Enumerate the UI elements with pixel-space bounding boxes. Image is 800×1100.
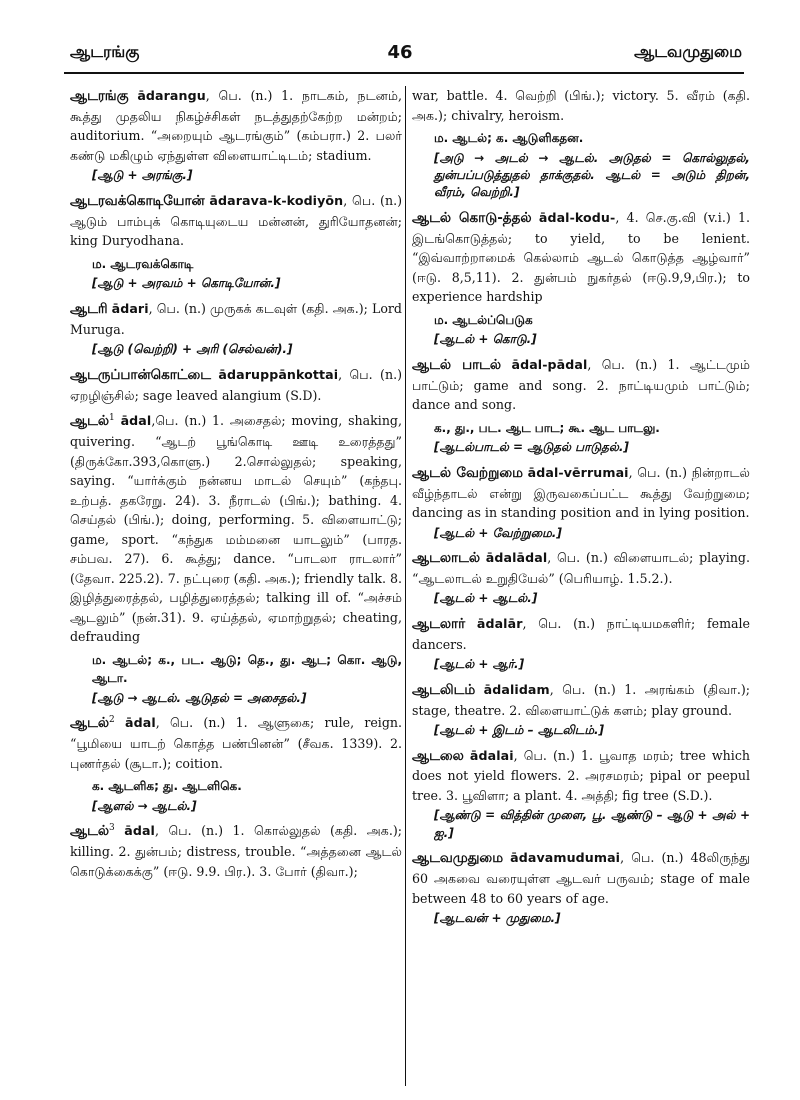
entry-definition: , 4. செ.கு.வி (v.i.) 1. இடங்கொடுத்தல்; to yield, to be lenient. “இவ்வாற்றாமைக் கெல்லாம் ஆடல் கொடுத்த ஆழ்வார்” (ஈடு. 8,5,11). 2. துன்பம் நுகர்தல் (ஈடு.9,9,பிர.); to experience hardship xyxy=(412,209,750,305)
dictionary-entry xyxy=(412,463,750,542)
entry-transliteration: ādal-vērrumai xyxy=(527,464,629,480)
entry-definition: , பெ. (n.) 1. பூவாத மரம்; tree which does not yield flowers. 2. அரசமரம்; pipal or peepul tree. 3. பூவிளா; a plant. 4. அத்தி; fig tree (S.D.). xyxy=(412,747,750,803)
entry-body xyxy=(412,355,750,415)
entry-definition: , பெ. (n.) ஆடும் பாம்புக் கொடியுடைய மன்னன், துரியோதனன்; king Duryodhana. xyxy=(70,192,402,249)
entry-transliteration: ādal-kodu- xyxy=(538,209,616,225)
dictionary-entry xyxy=(412,208,750,349)
entry-definition: , பெ. (n.) ஏறழிஞ்சில்; sage leaved alangium (S.D). xyxy=(70,366,402,403)
entry-etymology: [ஆடு + அரவம் + கொடியோன்.] xyxy=(92,276,281,291)
entry-etymology: [ஆடு + அரங்கு.] xyxy=(92,168,193,183)
entry-transliteration: ādalai xyxy=(469,747,514,763)
entry-headword: ஆடலை xyxy=(412,747,464,764)
entry-transliteration: ādaruppānkottai xyxy=(218,366,339,382)
dictionary-entry xyxy=(70,821,402,881)
entry-body xyxy=(70,191,402,251)
dictionary-entry xyxy=(70,411,402,707)
entry-body xyxy=(70,411,402,647)
entry-cognates: ம. ஆடல்ப்பெடுக xyxy=(434,312,533,327)
entry-etymology: [ஆடு (வெற்றி) + அரி (செல்வன்).] xyxy=(92,342,293,357)
entry-etymology: [ஆடல் + கொடு.] xyxy=(434,332,537,347)
entry-transliteration: ādal xyxy=(124,823,155,839)
entry-headword: ஆடவமுதுமை xyxy=(412,850,504,867)
entry-etymology: [ஆடல் + இடம் – ஆடலிடம்.] xyxy=(434,723,605,738)
header-rule xyxy=(64,72,744,74)
entry-etymology: [ஆடு → ஆடல். ஆடுதல் = அசைதல்.] xyxy=(92,690,307,705)
entry-cognates: ம. ஆடரவக்கொடி xyxy=(92,256,194,271)
entry-definition: ,பெ. (n.) 1. அசைதல்; moving, shaking, quivering. “ஆடற் பூங்கொடி ஊடி உரைத்தது” (திருக்கோ.393,கொளு.) 2.சொல்லுதல்; speaking, saying. “யார்க்கும் நன்னய மாடல் செயும்” (கந்தபு. உற்பத். தகரேறு. 24). 3. நீராடல் (பிங்.); bathing. 4. செய்தல் (பிங்.); doing, performing. 5. விளையாட்டு; game, sport. “கந்துக மம்மனை யாடலும்” (பாரத. சம்பவ. 27). 6. கூத்து; dance. “பாடலா ராடலார்” (தேவா. 225.2). 7. நட்புரை (கதி. அக.); friendly talk. 8. இழித்துரைத்தல், பழித்துரைத்தல்; talking ill of. “அச்சம் ஆடலும்” (நன்.31). 9. ஏய்த்தல், ஏமாற்றுதல்; cheating, defrauding xyxy=(70,413,402,645)
entry-etymology: [ஆடல்பாடல் = ஆடுதல் பாடுதல்.] xyxy=(434,440,629,455)
entry-headword: ஆடலார் xyxy=(412,615,466,632)
entry-body xyxy=(412,614,750,654)
entry-definition: , பெ. (n.) 1. கொல்லுதல் (கதி. அக.); killing. 2. துன்பம்; distress, trouble. “அத்தனை ஆடல் கொடுக்கைக்கு” (ஈடு. 9.9. பிர.). 3. போர் (திவா.); xyxy=(70,823,402,879)
entry-body xyxy=(70,86,402,165)
entry-definition: , பெ. (n.) விளையாடல்; playing. “ஆடலாடல் உறுதியேல்” (பெரியாழ். 1.5.2.). xyxy=(412,550,750,586)
entry-etymology: [ஆளல் → ஆடல்.] xyxy=(92,798,197,813)
entry-transliteration: ādalār xyxy=(476,615,523,631)
entry-headword: ஆடரங்கு xyxy=(70,88,129,104)
entry-headword: ஆடல் பாடல் xyxy=(412,356,502,373)
dictionary-entry xyxy=(412,86,750,202)
entry-cognates: ம. ஆடல்; க. ஆடுளிகதன. xyxy=(434,131,584,146)
entry-definition: war, battle. 4. வெற்றி (பிங்.); victory. 5. வீரம் (கதி. அக.); chivalry, heroism. xyxy=(412,88,750,123)
entry-definition: , பெ. (n.) 1. அரங்கம் (திவா.); stage, theatre. 2. விளையாட்டுக் களம்; play ground. xyxy=(412,681,750,718)
entry-definition: , பெ. (n.) நாட்டியமகளிர்; female dancers. xyxy=(412,615,750,652)
entry-definition: , பெ. (n.) 1. நாடகம், நடனம், கூத்து முதலிய நிகழ்ச்சிகள் நடத்துதற்கேற்ற மன்றம்; auditorium. “அறையும் ஆடரங்கும்” (கம்பரா.) 2. பலர் கண்டு மகிழும் ஏந்துள்ள விளையாட்டிடம்; stadium. xyxy=(70,88,402,163)
entry-body xyxy=(70,365,402,405)
entry-transliteration: ādalādal xyxy=(485,550,548,566)
page-number: 46 xyxy=(387,42,413,63)
dictionary-entry xyxy=(70,299,402,359)
entry-definition: , பெ. (n.) முருகக் கடவுள் (கதி. அக.); Lord Muruga. xyxy=(70,300,402,337)
entry-body xyxy=(412,208,750,307)
dictionary-entry xyxy=(412,848,750,927)
entry-headword: ஆடரவக்கொடியோன் xyxy=(70,192,205,209)
entry-headword: ஆடருப்பான்கொட்டை xyxy=(70,366,212,383)
entry-body xyxy=(412,746,750,806)
entry-body xyxy=(70,713,402,773)
entry-etymology: [ஆடல் + ஆடல்.] xyxy=(434,591,538,606)
entry-etymology: [ஆடவன் + முதுமை.] xyxy=(434,911,561,926)
entry-body xyxy=(412,680,750,720)
dictionary-entry xyxy=(412,548,750,608)
entry-headword: ஆடல் xyxy=(70,823,110,840)
entry-transliteration: ādal xyxy=(120,413,152,429)
dictionary-entry xyxy=(412,614,750,674)
homograph-number: 3 xyxy=(109,822,115,833)
entry-cognates: ம. ஆடல்; க., பட. ஆடு; தெ., து. ஆட; கொ. ஆடு, ஆடா. xyxy=(92,652,402,686)
entry-etymology: [ஆண்டு = வித்தின் முளை, பூ. ஆண்டு – ஆடு + அல் + ஐ.] xyxy=(434,808,750,840)
running-head-right: ஆடவமுதுமை xyxy=(634,42,742,61)
entry-transliteration: ādavamudumai xyxy=(510,850,621,866)
column-divider xyxy=(405,86,406,1086)
entry-headword: ஆடல் கொடு-த்தல் xyxy=(412,209,532,226)
entry-body xyxy=(70,299,402,339)
entry-definition: , பெ. (n.) 1. ஆட்டமும் பாட்டும்; game and song. 2. நாட்டியமும் பாட்டும்; dance and song. xyxy=(412,356,750,413)
dictionary-entry xyxy=(412,746,750,843)
entry-body xyxy=(70,821,402,881)
entry-etymology: [ஆடல் + ஆர்.] xyxy=(434,657,525,672)
entry-cognates: க. ஆடளிக; து. ஆடளிகெ. xyxy=(92,779,242,794)
entry-headword: ஆடரி xyxy=(70,300,108,317)
homograph-number: 2 xyxy=(109,715,115,726)
entry-transliteration: ādal-pādal xyxy=(511,356,588,372)
dictionary-entry xyxy=(412,355,750,457)
left-column xyxy=(70,86,402,1086)
entry-transliteration: ādarava-k-kodiyōn xyxy=(209,192,344,208)
entry-etymology: [அடு → அடல் → ஆடல். அடுதல் = கொல்லுதல், துன்பப்படுத்துதல் தாக்குதல். ஆடல் = அடும் திறன், வீரம், வெற்றி.] xyxy=(434,150,750,200)
entry-body xyxy=(412,463,750,523)
entry-headword: ஆடலிடம் xyxy=(412,681,476,698)
dictionary-entry xyxy=(70,191,402,293)
dictionary-entry xyxy=(412,680,750,740)
entry-transliteration: ādari xyxy=(111,300,149,316)
entry-cognates: க., து., பட. ஆட பாட; கூ. ஆட பாடலு. xyxy=(434,420,660,435)
dictionary-entry xyxy=(70,713,402,815)
running-head-left: ஆடரங்கு xyxy=(70,42,140,61)
entry-headword: ஆடலாடல் xyxy=(412,550,481,567)
entry-headword: ஆடல் xyxy=(70,413,110,430)
entry-transliteration: ādarangu xyxy=(137,88,206,103)
right-column xyxy=(412,86,750,1086)
dictionary-entry xyxy=(70,365,402,405)
entry-headword: ஆடல் வேற்றுமை xyxy=(412,464,523,481)
entry-definition: , பெ. (n.) 1. ஆளுகை; rule, reign. “பூமியை யாடற் கொத்த பண்பினன்” (சீவக. 1339). 2. புணர்தல் (சூடா.); coition. xyxy=(70,715,402,771)
entry-transliteration: ādal xyxy=(125,715,156,731)
entry-etymology: [ஆடல் + வேற்றுமை.] xyxy=(434,525,562,540)
homograph-number: 1 xyxy=(109,412,115,423)
entry-definition: , பெ. (n.) 48லிருந்து 60 அகவை வரையுள்ள ஆடவர் பருவம்; stage of male between 48 to 60 years of age. xyxy=(412,850,750,906)
entry-definition: , பெ. (n.) நின்றாடல் வீழ்ந்தாடல் என்று இருவகைப்பட்ட கூத்து வேற்றுமை; dancing as in standing position and in lying position. xyxy=(412,464,750,521)
entry-headword: ஆடல் xyxy=(70,715,110,732)
entry-body xyxy=(412,848,750,908)
entry-body xyxy=(412,86,750,125)
entry-transliteration: ādalidam xyxy=(483,681,550,697)
entry-body xyxy=(412,548,750,588)
dictionary-entry xyxy=(70,86,402,185)
